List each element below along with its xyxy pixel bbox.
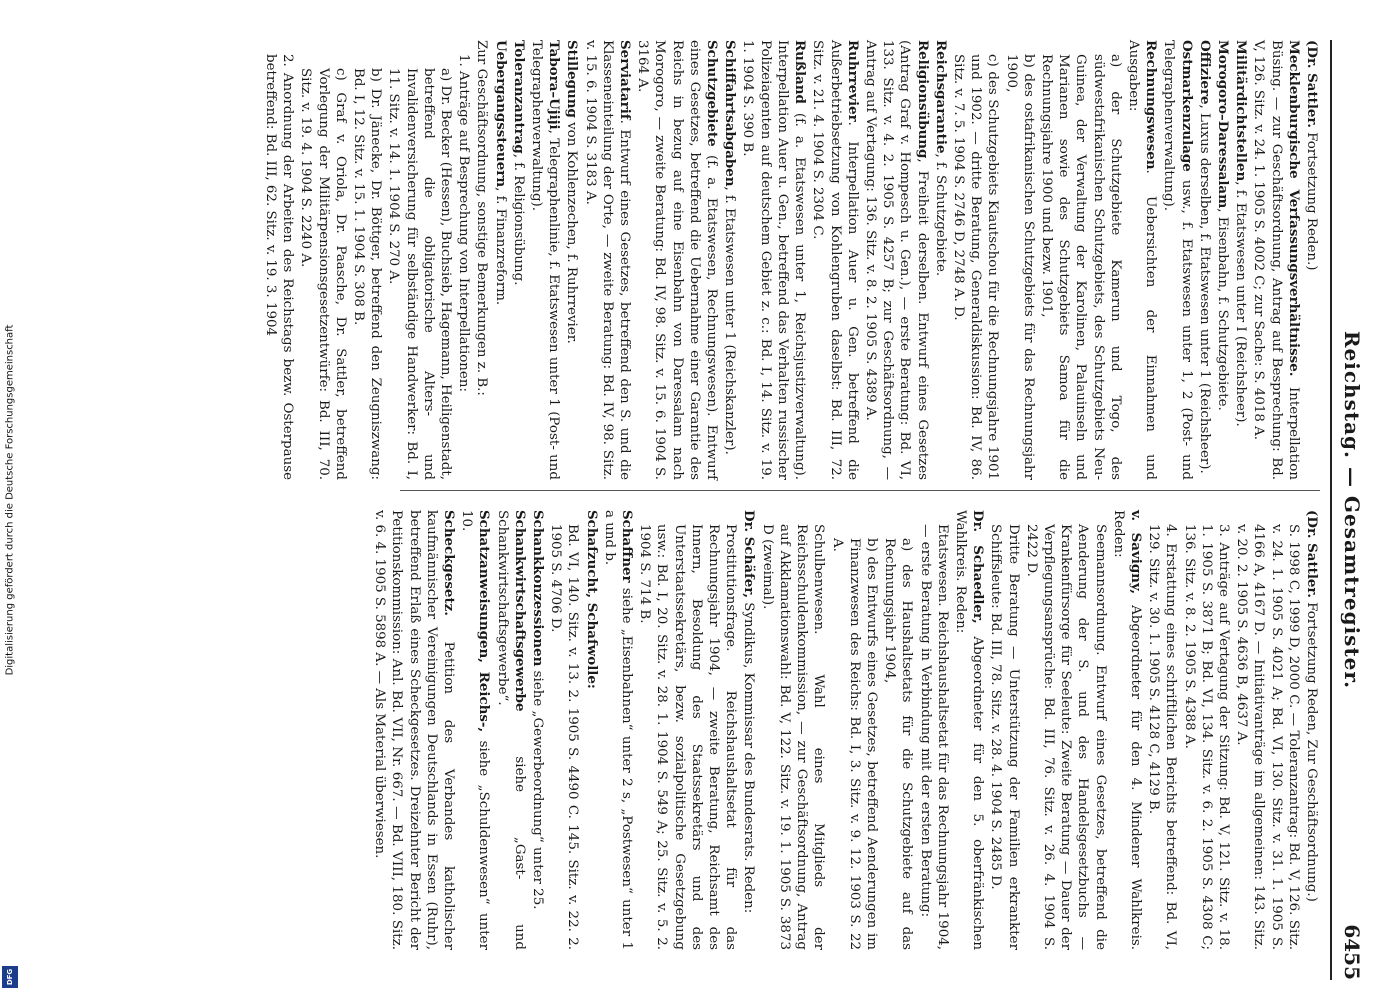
register-entry: [262, 40, 296, 480]
register-entry: [493, 510, 527, 950]
entry-heading: Militärdichtstellen: [1233, 40, 1250, 182]
register-entry: [987, 510, 1021, 950]
register-entry: [1180, 510, 1232, 950]
entry-text: , f. Schutzgebiete.: [932, 153, 948, 277]
register-entry: [491, 40, 508, 480]
credit-strip: [0, 0, 20, 1000]
entry-text: Fortsetzung Reden.): [1304, 127, 1319, 271]
register-entry: [473, 40, 490, 480]
entry-text: b) Dr. Jänecke, Dr. Böttger, betreffend den Zeugniszwang: Bd. I, 12. Sitz. v. 15. 1. 1904 S. 308 B.: [351, 68, 384, 480]
entry-text: a) der Schutzgebiete Kamerun und Togo, des südwestafrikanischen Schutzgebiets, des Schutzgebiets Neu-Guinea, der Verwaltung der Karolinen, Palauinseln und Marianen sowie des Schutzgebiets Samoa für die Rechnungsjahre 1900 und bezw. 1901,: [1038, 54, 1123, 480]
entry-text: , Luxus derselben, f. Etatswesen unter 1 (Reichsheer).: [1196, 104, 1212, 474]
entry-heading: Schankwirtschaftsgewerbe: [511, 510, 528, 712]
entry-heading: Morogoro–Daressalam: [1214, 40, 1231, 209]
register-entry: [528, 40, 562, 480]
register-entry: [636, 510, 739, 950]
entry-text: , f. Religionsübung.: [510, 153, 526, 286]
register-entry: [952, 510, 986, 950]
entry-heading: Tabora–Ujiji: [546, 40, 563, 130]
page-number: 6455: [1340, 924, 1364, 980]
entry-text: Dritte Beratung — Unterstützung der Familien erkrankter Schiffsleute: Bd. III, 78. Sitz. v. 28. 4. 1904 S. 2485 D.: [988, 524, 1021, 950]
entry-text: b) des ostafrikanischen Schutzgebiets für das Rechnungsjahr 1900,: [1003, 54, 1036, 480]
left-column: [261, 40, 1320, 480]
entry-text: a) des Haushaltsetats für die Schutzgebiete auf das Rechnungsjahr 1904,: [882, 538, 915, 950]
register-entry: [1232, 40, 1249, 480]
column-divider: [400, 490, 1320, 491]
register-entry: [350, 40, 384, 480]
entry-heading: v. Savigny,: [1127, 510, 1144, 595]
entry-text: Seemannsordnung. Entwurf eines Gesetzes, betreffend die Aenderung der S. und des Handelsgesetzbuchs — Krankenfürsorge für Seeleute: Zweite Beratung — Dauer der Verpflegungsansprüche: Bd. III, 76. Sitz. v. 26. 4. 1904 S. 2422 D.: [1023, 524, 1108, 950]
entry-heading: Ruhrrevier: [844, 40, 861, 122]
register-entry: [809, 40, 861, 480]
entry-heading: Religionsübung: [914, 40, 931, 159]
register-entry: [1233, 510, 1302, 950]
entry-text: 4. Erstattung eines schriftlichen Berichts betreffend: Bd. VI, 129. Sitz. v. 30. 1. 1905 S. 4128 C, 4129 B.: [1146, 524, 1179, 950]
entry-text: Abgeordneter für den 4. Mindener Wahlkreis. Reden:: [1110, 510, 1143, 950]
entry-text: . Interpellation Auer u. Gen. betreffend die Außerbetriebsetzung von Kohlengruben daselbst: Bd. III, 72. Sitz. v. 21. 4. 1904 S. 2304 C.: [810, 40, 860, 480]
entry-text: Bd. VI, 140. Sitz. v. 13. 2. 1905 S. 4490 C. 145. Sitz. v. 22. 2. 1905 S. 4706 D.: [548, 524, 581, 950]
entry-text: Abgeordneter für den 5. oberfränkischen Wahlkreis. Reden:: [952, 510, 986, 950]
entry-text: 2. Anordnung der Arbeiten des Reichstags bezw. Osterpause betreffend: Bd. III, 62. Sitz. v. 19. 3. 1904: [263, 54, 296, 480]
entry-text: siehe „Gast- und Schankwirtschaftsgewerbe“.: [494, 510, 527, 950]
entry-text: siehe „Gewerbeordnung“ unter 25.: [530, 666, 546, 910]
entry-heading: (Dr. Sattler.: [1304, 40, 1320, 128]
register-entry: [581, 40, 633, 480]
entry-heading: Dr. Schäfer,: [741, 510, 758, 599]
register-entry: [510, 40, 527, 480]
entry-heading: Uebergangssteuern: [492, 40, 509, 188]
page-title: Reichstag. — Gesamtregister.: [1340, 330, 1364, 690]
page-header: [1330, 40, 1372, 980]
entry-heading: Toleranzantrag: [510, 40, 527, 154]
entry-text: c) des Schutzgebiets Kiautschou für die Rechnungsjahre 1901 und 1902. — dritte Beratung, Generaldiskussion: Bd. IV, 86. Sitz. v. 7. 5. 1904 S. 2746 D, 2748 A. D.: [950, 54, 1001, 480]
entry-text: 3. Anträge auf Vertagung der Sitzung: Bd. V, 121. Sitz. v. 18. 1. 1905 S. 3871 B; Bd. VI, 134. Sitz. v. 6. 2. 1905 S. 4308 C; 136. Sitz. v. 8. 2. 1905 S. 4388 A.: [1181, 524, 1231, 950]
entry-heading: Schatzanweisungen, Reichs-,: [476, 510, 493, 733]
entry-heading: Schiffahrtsabgaben: [722, 40, 739, 187]
register-entry: [1002, 40, 1036, 480]
register-entry: [739, 40, 808, 480]
entry-text: , Telegraphenlinie, f. Etatswesen unter 1 (Post- und Telegraphenverwaltung).: [529, 40, 562, 480]
register-entry: [547, 510, 581, 950]
entry-text: von Kohlenzechen, f. Ruhrrevier.: [564, 117, 580, 344]
register-entry: [721, 40, 738, 480]
entry-heading: Mecklenburgische Verfassungsverhältnisse.: [1285, 40, 1302, 377]
entry-text: , f. Etatswesen unter I (Reichsheer).: [1233, 181, 1249, 427]
register-entry: [1303, 40, 1320, 480]
right-column: [370, 510, 1320, 950]
entry-text: siehe „Schuldenwesen“ unter 10.: [459, 510, 492, 950]
register-entry: [828, 510, 880, 950]
entry-text: c) Graf v. Oriola, Dr. Paasche, Dr. Sattler, betreffend Vorlegung der Militärpensionsgesetzentwürfe: Bd. III, 70. Sitz. v. 19. 4. 1904 S. 2240 A.: [298, 68, 348, 480]
register-entry: [529, 510, 546, 950]
entry-text: . Entwurf eines Gesetzes, betreffend den S. und die Klasseneinteilung der Orte, — zweite Beratung: Bd. IV, 98. Sitz. v. 15. 6. 1904 S. 3183 A.: [582, 40, 633, 480]
entry-text: (f. a. Etatswesen unter 1, Reichsjustizverwaltung). Interpellation Auer u. Gen., betreffend das Verhalten russischer Polizeiagenten auf deutschem Gebiet z. c.: Bd. I, 14. Sitz. v. 19. 1. 1904 S. 390 B.: [740, 40, 808, 480]
register-entry: [932, 40, 949, 480]
entry-heading: Ostmarkenzulage: [1178, 40, 1195, 172]
entry-text: Syndikus, Kommissar des Bundesrats. Reden:: [741, 598, 757, 914]
entry-heading: Rechnungswesen: [1143, 40, 1160, 170]
entry-heading: Rußland: [792, 40, 809, 104]
entry-heading: Schutzgebiete: [704, 40, 721, 147]
entry-heading: Dr. Schaedler,: [970, 510, 987, 624]
register-entry: [385, 40, 454, 480]
entry-text: Petition des Verbandes katholischer kaufmännischer Vereinigungen Deutschlands in Essen (Ruhr), betreffend Erlaß eines Scheckgesetzes. Dreizehnter Bericht der Petitionskommission: Anl. Bd. VII, Nr. 667. — Bd. VIII, 180. Sitz. v. 6. 4. 1905 S. 5898 A. — Als Material überwiesen.: [372, 510, 457, 950]
entry-heading: Schaffner: [619, 510, 636, 583]
entry-heading: Stillegung: [564, 40, 581, 118]
entry-text: , Freiheit derselben. Entwurf eines Gesetzes (Antrag Graf v. Hompesch u. Gen.), — erste Beratung: Bd. VI, 133. Sitz. v. 4. 2. 1905 S. 4257 B; zur Geschäftsordnung, — Antrag auf Vertagung: 136. Sitz. v. 8. 2. 1905 S. 4389 A.: [862, 40, 930, 480]
register-entry: [563, 40, 580, 480]
register-entry: [455, 40, 472, 480]
register-entry: [601, 510, 635, 950]
register-entry: [297, 40, 349, 480]
entry-heading: Schankkonzessionen: [530, 510, 547, 667]
entry-text: Zur Geschäftsordnung, sonstige Bemerkungen z. B.:: [474, 40, 490, 396]
entry-text: a) Dr. Becker (Hessen), Buchsieb, Hagemann, Heiligenstadt, betreffend die obligatorische Alters- und Invalidenversicherung für selbständige Handwerker: Bd. I, 11. Sitz. v. 14. 1. 1904 S. 270 A.: [386, 68, 454, 480]
entry-heading: Serviatarif: [617, 40, 634, 120]
register-entry: [1125, 40, 1159, 480]
entry-text: Prostitutionsfrage. Reichshaushaltsetat für das Rechnungsjahr 1904, — zweite Beratung, Reichsamt des Innern, Besoldung des Staatssekretärs und des Unterstaatssekretärs, bezw. sozialpolitische Gesetzgebung usw.: Bd. I, 20. Sitz. v. 28. 1. 1904 S. 549 A; 25. Sitz. v. 5. 2. 1904 S. 714 B.: [637, 524, 739, 950]
entry-text: S. 1998 C, 1999 D, 2000 C. — Toleranzantrag: Bd. V, 126. Sitz. v. 24. 1. 1905 S. 4021 A; Bd. VI, 130. Sitz. v. 31. 1. 1905 S. 4166 A, 4167 D. — Initiativanträge im allgemeinen: 143. Sitz. v. 20. 2. 1905 S. 4636 B, 4637 A.: [1234, 524, 1301, 950]
register-entry: [881, 510, 915, 950]
register-entry: [950, 40, 1002, 480]
register-entry: [1110, 510, 1144, 950]
entry-text: siehe „Eisenbahnen“ unter 2 s, „Postwesen“ unter 1 a und b.: [601, 510, 635, 950]
register-entry: [1160, 40, 1194, 480]
entry-heading: Reichsgarantie: [932, 40, 949, 154]
entry-heading: (Dr. Sattler.: [1304, 510, 1320, 598]
register-entry: [1196, 40, 1213, 480]
entry-heading: Schafzucht, Schafwolle:: [583, 510, 600, 689]
register-entry: [582, 510, 599, 950]
register-entry: [1023, 510, 1109, 950]
register-entry: [371, 510, 457, 950]
entry-text: b) des Entwurfs eines Gesetzes, betreffend Aenderungen im Finanzwesen des Reichs: Bd. I, 3. Sitz. v. 9. 12. 1903 S. 22 A.: [829, 538, 879, 950]
entry-text: . Uebersichten der Einnahmen und Ausgaben:: [1125, 40, 1159, 480]
entry-text: , f. Etatswesen unter 1 (Reichskanzler).: [722, 186, 738, 455]
funding-credit: Digitalisierung gefördert durch die Deutsche Forschungsgemeinschaft: [4, 324, 16, 676]
register-entry: [1250, 40, 1302, 480]
register-entry: [1303, 510, 1320, 950]
register-entry: [1038, 40, 1124, 480]
entry-text: , Eisenbahn, f. Schutzgebiete.: [1214, 208, 1230, 411]
entry-heading: Scheckgesetz.: [441, 510, 458, 616]
entry-text: 1. Anträge auf Besprechung von Interpellationen:: [456, 54, 472, 392]
entry-heading: Offiziere: [1196, 40, 1213, 105]
entry-text: Fortsetzung Reden, Zur Geschäftsordnung.): [1304, 597, 1319, 902]
entry-text: Etatswesen. Reichshaushaltsetat für das Rechnungsjahr 1904, — erste Beratung in Verbindung mit der ersten Beratung:: [917, 524, 950, 950]
entry-text: Schulbenwesen. Wahl eines Mitglieds der Reichsschuldenkommission, — zur Geschäftsordnung, Antrag auf Akklamationswahl: Bd. V, 122. Sitz. v. 19. 1. 1905 S. 3873 D (zweimal).: [759, 524, 827, 950]
entry-text: (f. a. Etatswesen, Rechnungswesen). Entwurf eines Gesetzes, betreffend die Uebernahme einer Garantie des Reichs in bezug auf eine Eisenbahn von Daressalam nach Morogoro, — zweite Beratung: Bd. IV, 98. Sitz. v. 15. 6. 1904 S. 3164 A.: [635, 40, 720, 480]
register-entry: [740, 510, 757, 950]
dfg-logo: DFG: [2, 966, 18, 988]
register-entry: [1145, 510, 1179, 950]
entry-text: , f. Finanzreform.: [492, 187, 508, 306]
register-entry: [862, 40, 931, 480]
register-entry: [634, 40, 720, 480]
entry-text: usw., f. Etatswesen unter 1, 2 (Post- und Telegraphenverwaltung).: [1161, 40, 1194, 480]
register-entry: [1214, 40, 1231, 480]
register-page: [80, 0, 1380, 1000]
register-entry: [458, 510, 492, 950]
register-entry: [916, 510, 950, 950]
register-entry: [759, 510, 828, 950]
entry-text: Interpellation Büsing. — zur Geschäftsordnung, Antrag auf Besprechung: Bd. V, 126. Sitz. v. 24. 1. 1905 S. 4002 C; zur Sache: S. 4018 A.: [1251, 40, 1301, 480]
